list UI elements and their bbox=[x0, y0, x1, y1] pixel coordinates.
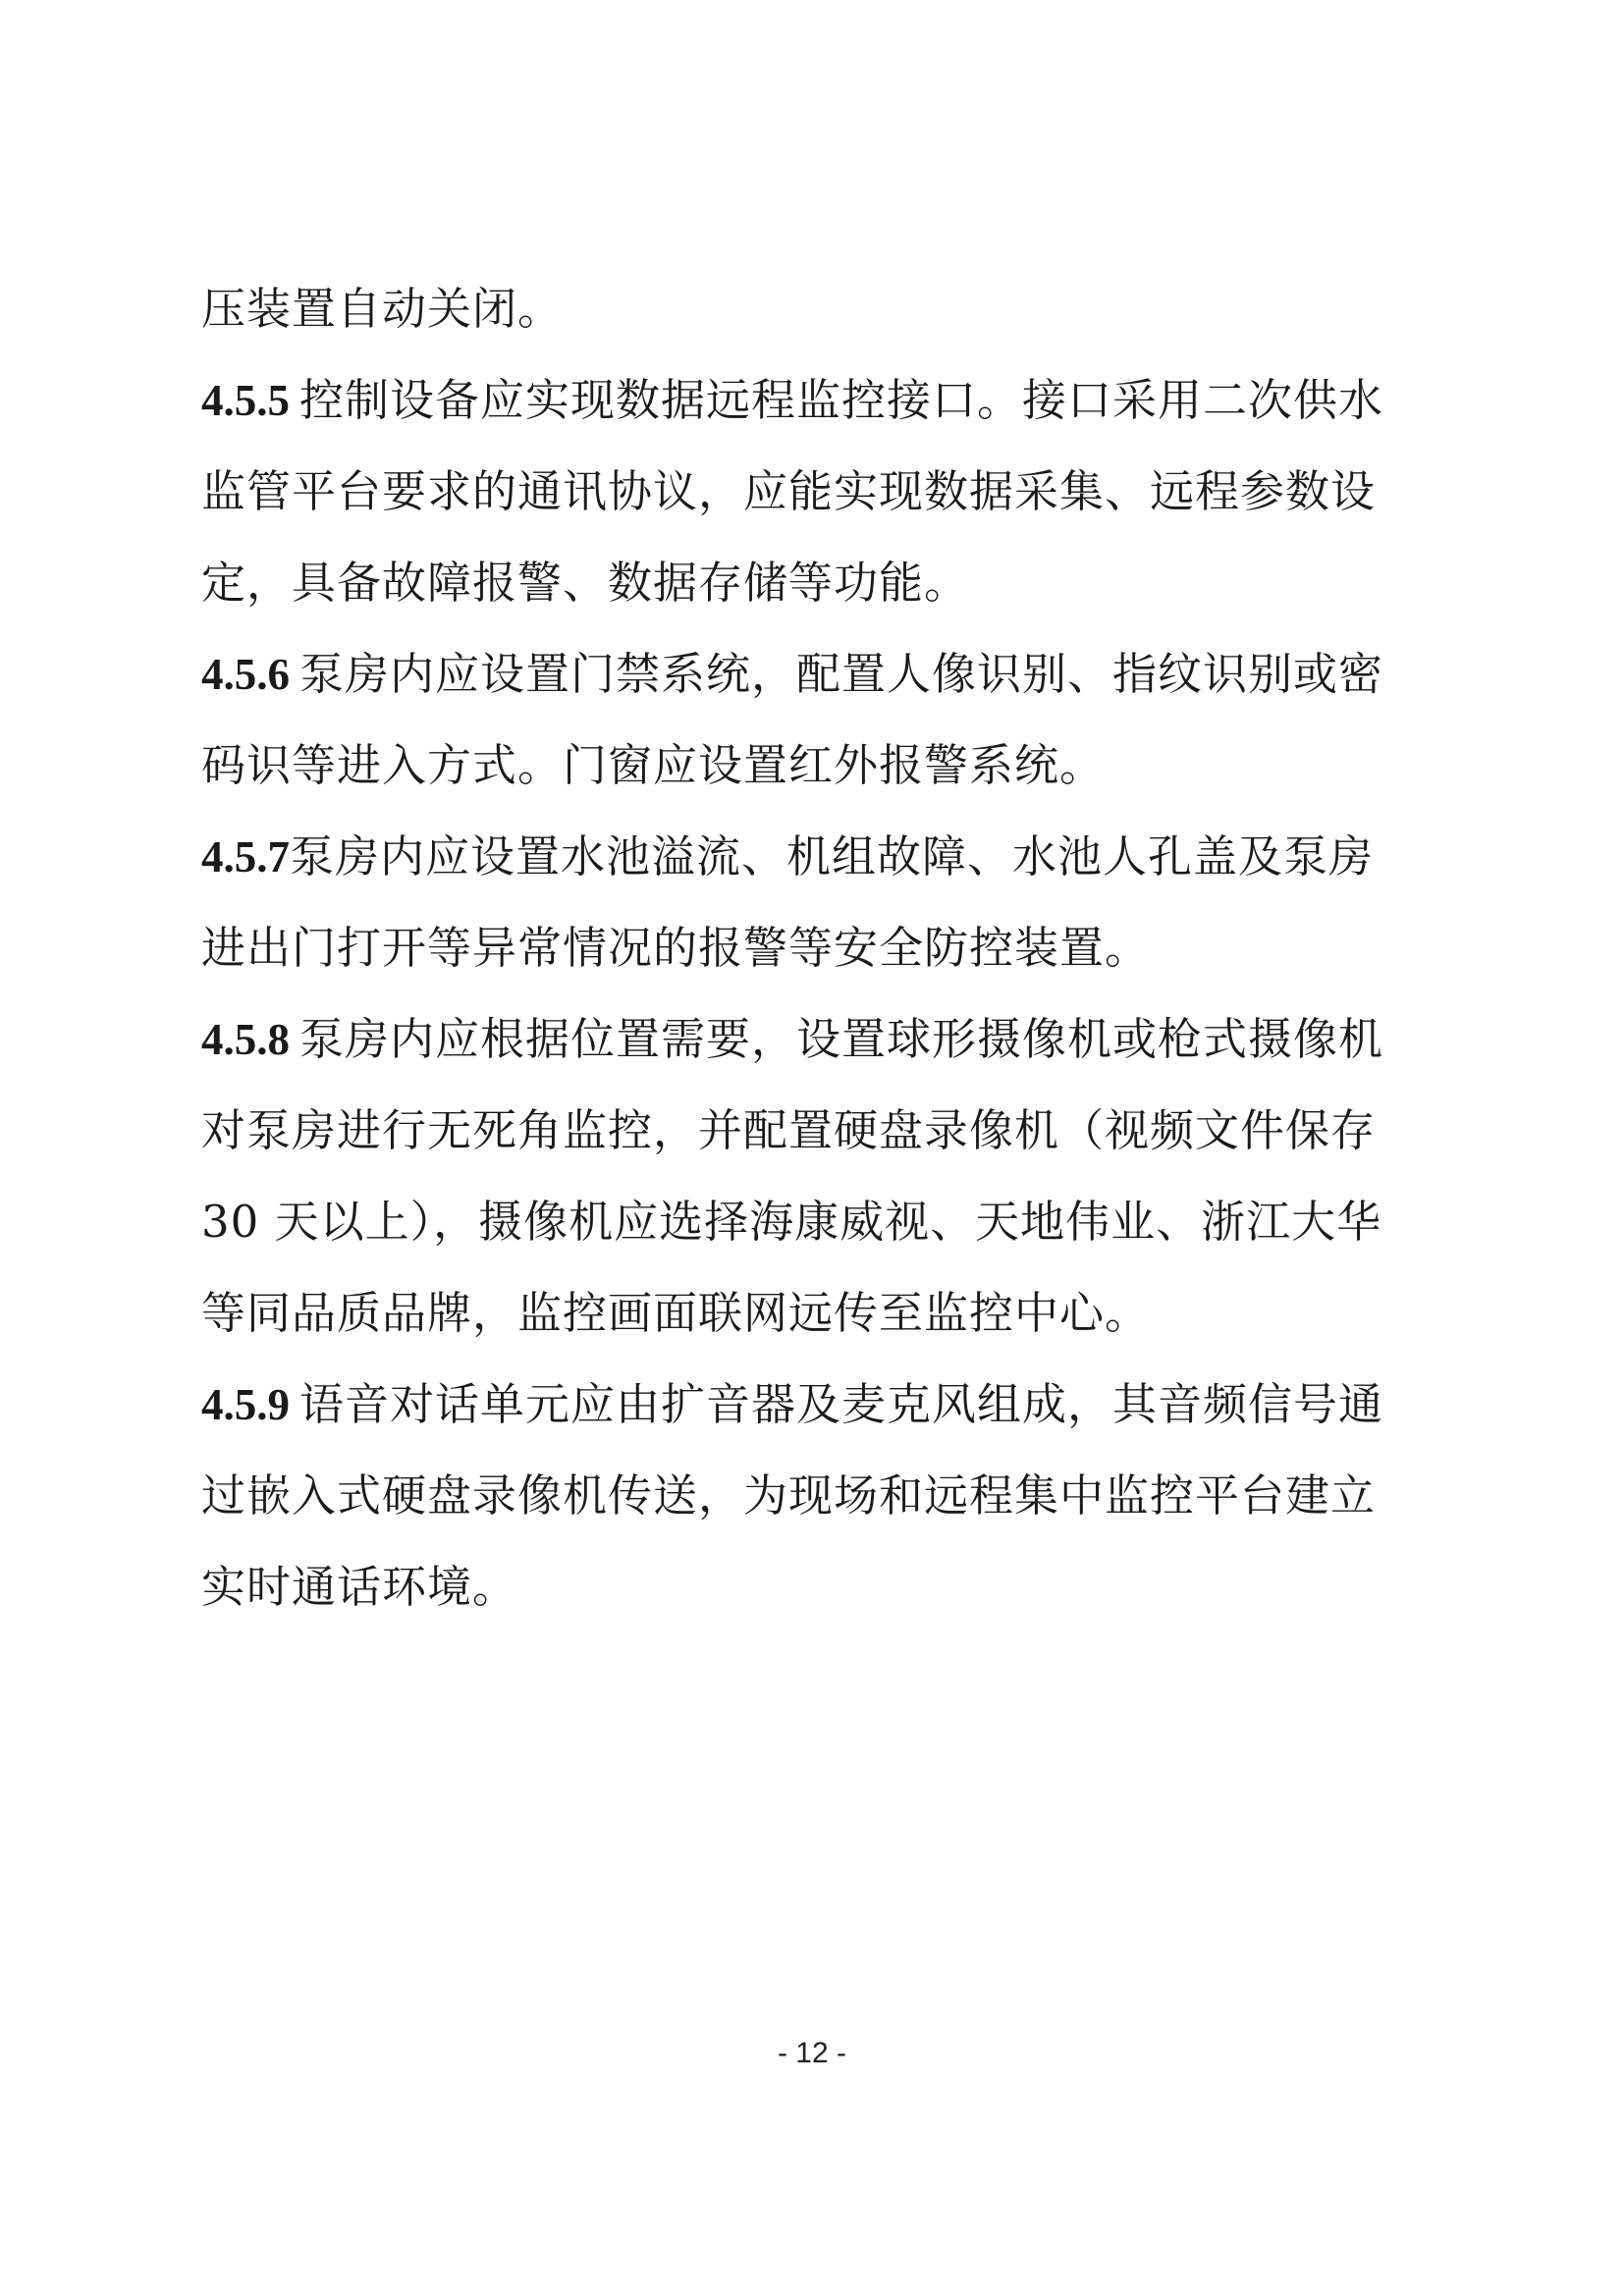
line-text: 语音对话单元应由扩音器及麦克风组成，其音频信号通 bbox=[299, 1378, 1384, 1430]
line-text: 泵房内应根据位置需要，设置球形摄像机或枪式摄像机 bbox=[299, 1013, 1384, 1065]
clause-number: 4.5.7 bbox=[201, 832, 290, 881]
line-text: 实时通话环境。 bbox=[201, 1561, 518, 1613]
line-text: 30 天以上），摄像机应选择海康威视、天地伟业、浙江大华 bbox=[201, 1196, 1382, 1248]
line-text: 控制设备应实现数据远程监控接口。接口采用二次供水 bbox=[299, 374, 1384, 426]
text-line bbox=[201, 1267, 1419, 1359]
clause-number: 4.5.8 bbox=[201, 1015, 290, 1064]
clause-4-5-9 bbox=[201, 1359, 1419, 1450]
line-text: 进出门打开等异常情况的报警等安全防控装置。 bbox=[201, 922, 1151, 974]
text-line bbox=[201, 1541, 1419, 1632]
page-number: - 12 - bbox=[777, 2037, 847, 2069]
text-line bbox=[201, 446, 1419, 537]
clause-number: 4.5.5 bbox=[201, 376, 290, 425]
clause-4-5-5 bbox=[201, 354, 1419, 446]
text-line bbox=[201, 902, 1419, 993]
line-text: 泵房内应设置门禁系统，配置人像识别、指纹识别或密 bbox=[299, 648, 1384, 700]
line-text: 对泵房进行无死角监控，并配置硬盘录像机（视频文件保存 bbox=[201, 1104, 1377, 1156]
clause-4-5-7 bbox=[201, 811, 1419, 902]
clause-4-5-6 bbox=[201, 628, 1419, 720]
clause-4-5-8 bbox=[201, 993, 1419, 1085]
text-line bbox=[201, 1450, 1419, 1541]
line-text: 等同品质品牌，监控画面联网远传至监控中心。 bbox=[201, 1287, 1151, 1339]
text-line bbox=[201, 263, 1419, 354]
text-line bbox=[201, 1085, 1419, 1176]
line-text: 监管平台要求的通讯协议，应能实现数据采集、远程参数设 bbox=[201, 465, 1377, 517]
text-line bbox=[201, 537, 1419, 628]
body-text bbox=[201, 263, 1419, 1632]
text-line bbox=[201, 1176, 1419, 1267]
line-text: 码识等进入方式。门窗应设置红外报警系统。 bbox=[201, 739, 1106, 791]
line-text: 泵房内应设置水池溢流、机组故障、水池人孔盖及泵房 bbox=[290, 830, 1375, 882]
clause-number: 4.5.6 bbox=[201, 650, 290, 699]
text-line bbox=[201, 720, 1419, 811]
line-text: 过嵌入式硬盘录像机传送，为现场和远程集中监控平台建立 bbox=[201, 1469, 1377, 1522]
clause-number: 4.5.9 bbox=[201, 1380, 290, 1429]
line-text: 定，具备故障报警、数据存储等功能。 bbox=[201, 557, 970, 609]
line-text: 压装置自动关闭。 bbox=[201, 283, 564, 335]
